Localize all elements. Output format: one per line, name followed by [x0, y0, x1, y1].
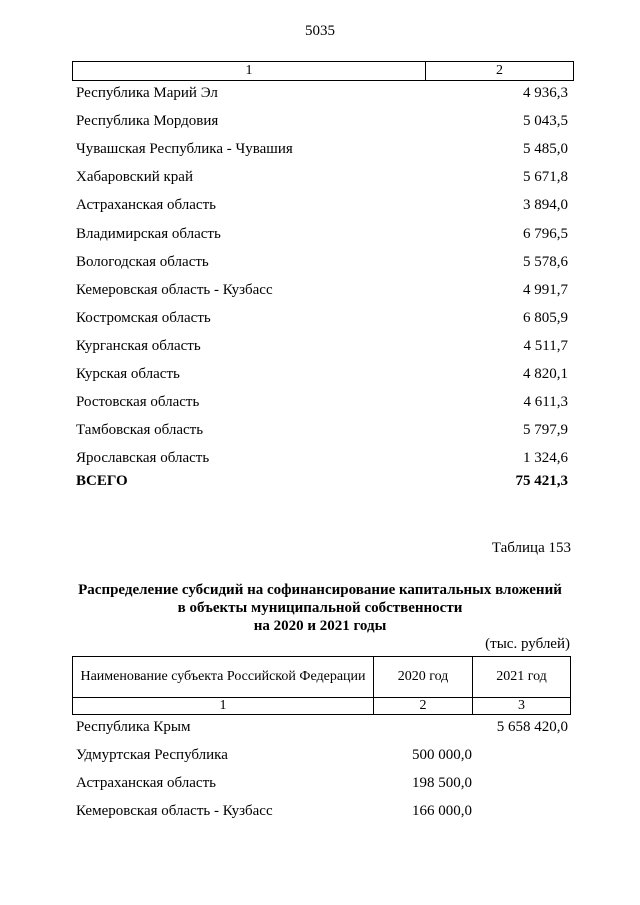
header-2020: 2020 год [374, 657, 473, 697]
region-name: Республика Мордовия [76, 113, 219, 130]
region-name: Курская область [76, 366, 180, 382]
region-name: Республика Марий Эл [76, 85, 218, 101]
col-number-1: 1 [73, 698, 374, 714]
region-name: Кемеровская область - Кузбасс [76, 803, 273, 819]
amount-2020: 166 000,0 [412, 803, 472, 819]
amount: 5 578,6 [523, 253, 568, 270]
amount: 4 820,1 [523, 366, 568, 382]
amount: 5 043,5 [523, 113, 568, 130]
amount: 4 936,3 [523, 85, 568, 101]
amount: 6 805,9 [523, 309, 568, 326]
region-name: Тамбовская область [76, 422, 204, 439]
region-name: Кемеровская область - Кузбасс [76, 281, 273, 298]
total-amount: 75 421,3 [515, 473, 568, 489]
region-name: Вологодская область [76, 253, 209, 270]
amount: 3 894,0 [523, 197, 568, 214]
table1-col1-number: 1 [73, 62, 426, 80]
table2-title [0, 581, 640, 635]
region-name: Костромская область [76, 309, 211, 326]
region-name: Астраханская область [76, 197, 216, 214]
amount: 5 797,9 [523, 422, 568, 439]
region-name: Республика Крым [76, 719, 191, 735]
region-name: Ярославская область [76, 450, 210, 467]
col-number-2: 2 [374, 698, 473, 714]
table2-header [72, 656, 571, 715]
col-number-3: 3 [518, 698, 525, 713]
region-name: Астраханская область [76, 775, 216, 791]
table1-header [72, 61, 574, 81]
title-line: Распределение субсидий на софинансирование капитальных вложений [78, 582, 562, 598]
amount-2021: 5 658 420,0 [496, 719, 568, 735]
table-label: Таблица 153 [491, 540, 571, 556]
region-name: Удмуртская Республика [76, 747, 228, 763]
amount-2020: 198 500,0 [412, 775, 472, 791]
amount: 6 796,5 [523, 225, 568, 242]
unit-label: (тыс. рублей) [485, 636, 570, 652]
region-name: Ростовская область [76, 394, 200, 411]
amount: 5 485,0 [523, 141, 568, 158]
amount: 1 324,6 [523, 450, 568, 467]
table1-col2-number: 2 [496, 63, 503, 78]
title-line: на 2020 и 2021 годы [253, 618, 387, 634]
total-label: ВСЕГО [76, 473, 128, 489]
region-name: Курганская область [76, 337, 201, 354]
title-line: в объекты муниципальной собственности [177, 600, 463, 616]
region-name: Хабаровский край [76, 169, 193, 186]
amount: 4 511,7 [523, 337, 568, 354]
amount: 5 671,8 [523, 169, 568, 186]
amount: 4 991,7 [523, 281, 568, 298]
header-region: Наименование субъекта Российской Федерации [73, 657, 374, 697]
amount: 4 611,3 [523, 394, 568, 411]
page-number: 5035 [305, 23, 335, 39]
header-2021: 2021 год [496, 669, 547, 684]
region-name: Владимирская область [76, 225, 221, 242]
region-name: Чувашская Республика - Чувашия [76, 141, 293, 158]
amount-2020: 500 000,0 [412, 747, 472, 763]
